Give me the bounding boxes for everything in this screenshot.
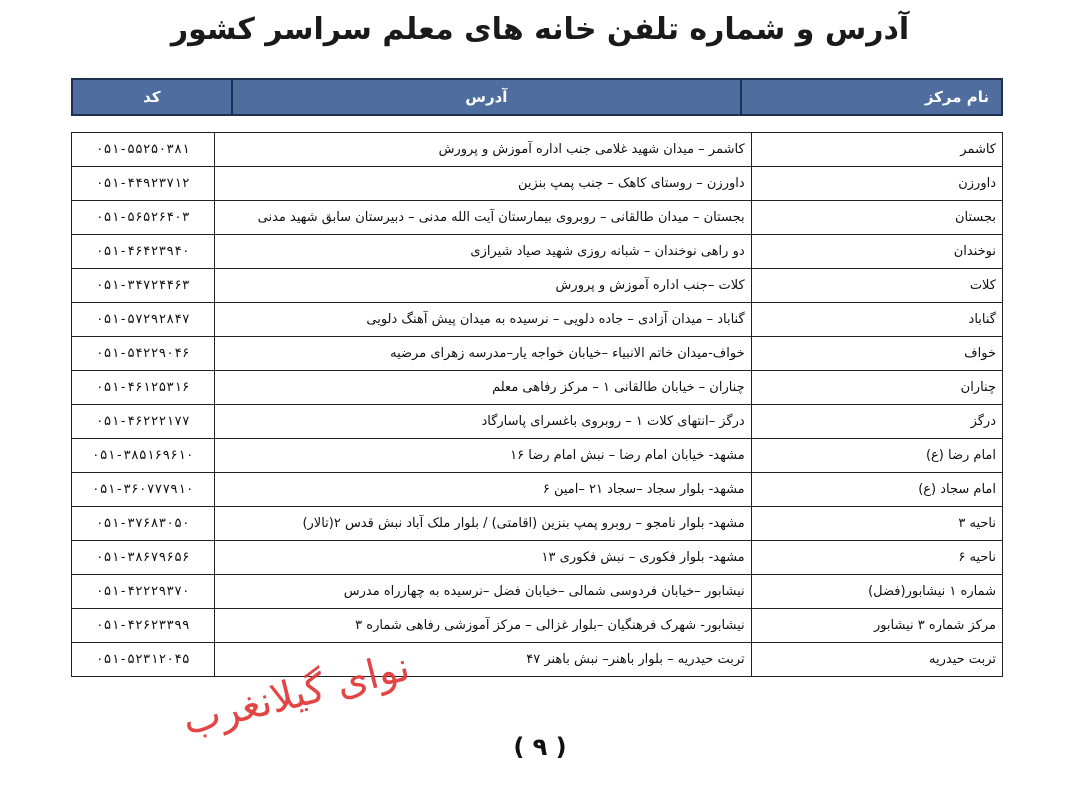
address-cell: تربت حیدریه – بلوار باهنر– نبش باهنر ۴۷ [214, 643, 751, 677]
phone-cell: ۰۵۱-۵۲۳۱۲۰۴۵ [72, 643, 215, 677]
address-cell: مشهد- بلوار فکوری – نبش فکوری ۱۳ [214, 541, 751, 575]
address-cell: مشهد- بلوار نامجو – روبرو پمپ بنزین (اقامتی) / بلوار ملک آباد نبش قدس ۲(تالار) [214, 507, 751, 541]
table-row [72, 371, 1003, 405]
table-row [72, 235, 1003, 269]
phone-cell: ۰۵۱-۴۴۹۲۳۷۱۲ [72, 167, 215, 201]
address-cell: بجستان – میدان طالقانی – روبروی بیمارستان آیت الله مدنی – دبیرستان سابق شهید مدنی [214, 201, 751, 235]
page-title: آدرس و شماره تلفن خانه های معلم سراسر کشور [170, 12, 910, 47]
center-name-cell: ناحیه ۳ [751, 507, 1002, 541]
address-cell: درگز –انتهای کلات ۱ – روبروی باغسرای پاسارگاد [214, 405, 751, 439]
table-row [72, 473, 1003, 507]
watermark: نوای گیلانغرب [178, 643, 415, 745]
phone-cell: ۰۵۱-۴۶۲۲۲۱۷۷ [72, 405, 215, 439]
center-name-cell: نوخندان [751, 235, 1002, 269]
phone-cell: ۰۵۱-۳۷۶۸۳۰۵۰ [72, 507, 215, 541]
center-name-cell: خواف [751, 337, 1002, 371]
table-row [72, 405, 1003, 439]
address-cell: دو راهی نوخندان – شبانه روزی شهید صیاد شیرازی [214, 235, 751, 269]
phone-cell: ۰۵۱-۵۶۵۲۶۴۰۳ [72, 201, 215, 235]
table-row [72, 541, 1003, 575]
table-row [72, 643, 1003, 677]
address-cell: گناباد – میدان آزادی – جاده دلویی – نرسیده به میدان پیش آهنگ دلویی [214, 303, 751, 337]
phone-cell: ۰۵۱-۴۶۴۲۳۹۴۰ [72, 235, 215, 269]
phone-cell: ۰۵۱-۵۷۲۹۲۸۴۷ [72, 303, 215, 337]
table-row [72, 201, 1003, 235]
phone-cell: ۰۵۱-۵۴۲۲۹۰۴۶ [72, 337, 215, 371]
phone-cell: ۰۵۱-۵۵۲۵۰۳۸۱ [72, 133, 215, 167]
header-code: کد [72, 79, 232, 115]
address-cell: کلات –جنب اداره آموزش و پرورش [214, 269, 751, 303]
center-name-cell: شماره ۱ نیشابور(فضل) [751, 575, 1002, 609]
table-row [72, 337, 1003, 371]
center-name-cell: داورزن [751, 167, 1002, 201]
center-name-cell: امام رضا (ع) [751, 439, 1002, 473]
phone-cell: ۰۵۱-۴۶۱۲۵۳۱۶ [72, 371, 215, 405]
address-cell: چناران – خیابان طالقانی ۱ – مرکز رفاهی معلم [214, 371, 751, 405]
table-row [72, 609, 1003, 643]
address-cell: خواف-میدان خاتم الانبیاء –خیابان خواجه یار–مدرسه زهرای مرضیه [214, 337, 751, 371]
phone-cell: ۰۵۱-۴۲۲۲۹۳۷۰ [72, 575, 215, 609]
centers-table [71, 132, 1003, 677]
center-name-cell: بجستان [751, 201, 1002, 235]
table-row [72, 133, 1003, 167]
header-center-name: نام مرکز [741, 79, 1002, 115]
address-cell: نیشابور- شهرک فرهنگیان –بلوار غزالی – مرکز آموزشی رفاهی شماره ۳ [214, 609, 751, 643]
header-address: آدرس [232, 79, 741, 115]
phone-cell: ۰۵۱-۳۶۰۷۷۷۹۱۰ [72, 473, 215, 507]
center-name-cell: چناران [751, 371, 1002, 405]
phone-cell: ۰۵۱-۳۴۷۲۴۴۶۳ [72, 269, 215, 303]
table-row [72, 439, 1003, 473]
center-name-cell: کاشمر [751, 133, 1002, 167]
phone-cell: ۰۵۱-۴۲۶۲۳۳۹۹ [72, 609, 215, 643]
table-row [72, 167, 1003, 201]
address-cell: مشهد- بلوار سجاد –سجاد ۲۱ –امین ۶ [214, 473, 751, 507]
address-cell: مشهد- خیابان امام رضا – نبش امام رضا ۱۶ [214, 439, 751, 473]
center-name-cell: کلات [751, 269, 1002, 303]
phone-cell: ۰۵۱-۳۸۶۷۹۶۵۶ [72, 541, 215, 575]
center-name-cell: مرکز شماره ۳ نیشابور [751, 609, 1002, 643]
table-row [72, 507, 1003, 541]
center-name-cell: امام سجاد (ع) [751, 473, 1002, 507]
center-name-cell: درگز [751, 405, 1002, 439]
table-row [72, 303, 1003, 337]
address-cell: داورزن – روستای کاهک – جنب پمپ بنزین [214, 167, 751, 201]
table-header [71, 78, 1003, 116]
center-name-cell: گناباد [751, 303, 1002, 337]
center-name-cell: ناحیه ۶ [751, 541, 1002, 575]
center-name-cell: تربت حیدریه [751, 643, 1002, 677]
address-cell: نیشابور –خیابان فردوسی شمالی –خیابان فضل –نرسیده به چهارراه مدرس [214, 575, 751, 609]
page-number: ( ۹ ) [513, 733, 567, 761]
table-row [72, 575, 1003, 609]
phone-cell: ۰۵۱-۳۸۵۱۶۹۶۱۰ [72, 439, 215, 473]
address-cell: کاشمر – میدان شهید غلامی جنب اداره آموزش و پرورش [214, 133, 751, 167]
table-row [72, 269, 1003, 303]
